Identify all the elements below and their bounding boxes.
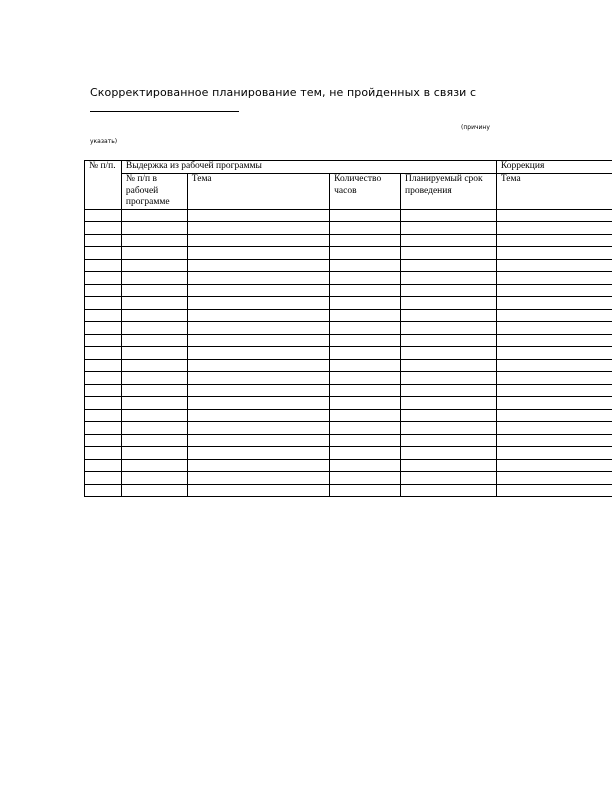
table-cell[interactable] — [401, 209, 497, 222]
table-row — [85, 284, 612, 297]
table-cell[interactable] — [121, 309, 187, 322]
table-cell[interactable] — [121, 334, 187, 347]
table-cell[interactable] — [121, 209, 187, 222]
table-row — [85, 247, 612, 260]
table-cell[interactable] — [85, 247, 122, 260]
table-cell[interactable] — [330, 459, 401, 472]
table-cell[interactable] — [187, 309, 329, 322]
table-cell[interactable] — [401, 222, 497, 235]
table-cell[interactable] — [401, 434, 497, 447]
table-cell[interactable] — [121, 222, 187, 235]
table-cell[interactable] — [496, 247, 612, 260]
table-cell[interactable] — [187, 484, 329, 497]
table-cell[interactable] — [330, 234, 401, 247]
table-cell[interactable] — [85, 234, 122, 247]
table-cell[interactable] — [187, 434, 329, 447]
table-cell[interactable] — [330, 309, 401, 322]
table-cell[interactable] — [121, 284, 187, 297]
table-cell[interactable] — [121, 359, 187, 372]
table-cell[interactable] — [85, 409, 122, 422]
table-cell[interactable] — [330, 322, 401, 335]
table-cell[interactable] — [330, 472, 401, 485]
table-cell[interactable] — [187, 459, 329, 472]
table-cell[interactable] — [85, 459, 122, 472]
table-cell[interactable] — [121, 447, 187, 460]
table-cell[interactable] — [330, 447, 401, 460]
header-correction: Коррекция — [496, 161, 612, 174]
table-cell[interactable] — [85, 309, 122, 322]
header-program-extract: Выдержка из рабочей программы — [121, 161, 496, 174]
table-cell[interactable] — [401, 422, 497, 435]
table-cell[interactable] — [85, 322, 122, 335]
table-row — [85, 409, 612, 422]
header-hours: Количество часов — [330, 174, 401, 210]
table-cell[interactable] — [496, 472, 612, 485]
table-cell[interactable] — [121, 459, 187, 472]
table-cell[interactable] — [85, 259, 122, 272]
table-cell[interactable] — [401, 334, 497, 347]
table-cell[interactable] — [187, 372, 329, 385]
table-row — [85, 234, 612, 247]
table-cell[interactable] — [187, 347, 329, 360]
table-cell[interactable] — [496, 409, 612, 422]
table-row — [85, 459, 612, 472]
table-row — [85, 384, 612, 397]
table-row — [85, 309, 612, 322]
table-cell[interactable] — [121, 484, 187, 497]
table-cell[interactable] — [401, 409, 497, 422]
reason-hint: (причину — [461, 124, 490, 131]
table-cell[interactable] — [85, 434, 122, 447]
table-cell[interactable] — [496, 372, 612, 385]
table-cell[interactable] — [401, 234, 497, 247]
table-cell[interactable] — [187, 322, 329, 335]
table-cell[interactable] — [401, 397, 497, 410]
table-cell[interactable] — [401, 297, 497, 310]
header-topic: Тема — [187, 174, 329, 210]
table-cell[interactable] — [496, 322, 612, 335]
table-cell[interactable] — [187, 422, 329, 435]
table-cell[interactable] — [496, 209, 612, 222]
table-row — [85, 297, 612, 310]
table-cell[interactable] — [401, 447, 497, 460]
table-cell[interactable] — [330, 434, 401, 447]
table-cell[interactable] — [85, 284, 122, 297]
table-cell[interactable] — [85, 272, 122, 285]
table-cell[interactable] — [121, 434, 187, 447]
table-cell[interactable] — [401, 272, 497, 285]
reason-blank-line — [90, 111, 239, 112]
table-row — [85, 347, 612, 360]
table-cell[interactable] — [330, 397, 401, 410]
table-cell[interactable] — [85, 447, 122, 460]
table-row — [85, 322, 612, 335]
table-cell[interactable] — [330, 297, 401, 310]
header-planned-date: Планируемый срок проведения — [401, 174, 497, 210]
table-cell[interactable] — [401, 384, 497, 397]
table-row — [85, 209, 612, 222]
table-cell[interactable] — [330, 272, 401, 285]
table-cell[interactable] — [330, 384, 401, 397]
table-cell[interactable] — [187, 384, 329, 397]
table-cell[interactable] — [187, 447, 329, 460]
table-cell[interactable] — [401, 359, 497, 372]
correction-plan-table — [84, 160, 612, 497]
table-cell[interactable] — [187, 272, 329, 285]
table-cell[interactable] — [85, 484, 122, 497]
table-cell[interactable] — [401, 372, 497, 385]
header-row-number: № п/п. — [85, 161, 122, 210]
table-cell[interactable] — [121, 247, 187, 260]
table-cell[interactable] — [401, 284, 497, 297]
table-cell[interactable] — [330, 209, 401, 222]
table-cell[interactable] — [187, 297, 329, 310]
table-cell[interactable] — [85, 297, 122, 310]
table-header-row — [85, 161, 612, 174]
table-row — [85, 447, 612, 460]
table-cell[interactable] — [330, 334, 401, 347]
table-cell[interactable] — [121, 234, 187, 247]
table-cell[interactable] — [187, 397, 329, 410]
table-row — [85, 334, 612, 347]
table-cell[interactable] — [401, 459, 497, 472]
table-cell[interactable] — [401, 484, 497, 497]
table-cell[interactable] — [85, 222, 122, 235]
table-cell[interactable] — [121, 472, 187, 485]
table-cell[interactable] — [85, 372, 122, 385]
table-cell[interactable] — [496, 459, 612, 472]
table-cell[interactable] — [496, 422, 612, 435]
table-cell[interactable] — [496, 234, 612, 247]
table-row — [85, 272, 612, 285]
table-subheader-row — [85, 174, 612, 210]
table-row — [85, 422, 612, 435]
table-cell[interactable] — [401, 247, 497, 260]
table-row — [85, 434, 612, 447]
table-cell[interactable] — [401, 309, 497, 322]
table-cell[interactable] — [401, 472, 497, 485]
table-cell[interactable] — [496, 222, 612, 235]
table-cell[interactable] — [401, 322, 497, 335]
table-cell[interactable] — [121, 297, 187, 310]
table-cell[interactable] — [187, 259, 329, 272]
table-cell[interactable] — [121, 422, 187, 435]
table-cell[interactable] — [121, 322, 187, 335]
table-cell[interactable] — [330, 259, 401, 272]
table-cell[interactable] — [496, 397, 612, 410]
table-row — [85, 472, 612, 485]
table-cell[interactable] — [330, 284, 401, 297]
table-cell[interactable] — [330, 422, 401, 435]
table-cell[interactable] — [121, 397, 187, 410]
table-row — [85, 259, 612, 272]
table-cell[interactable] — [496, 384, 612, 397]
specify-hint: указать) — [90, 138, 118, 145]
header-number-in-program: № п/п в рабочей программе — [121, 174, 187, 210]
table-cell[interactable] — [496, 334, 612, 347]
table-cell[interactable] — [85, 422, 122, 435]
table-cell[interactable] — [496, 284, 612, 297]
table-row — [85, 359, 612, 372]
table-cell[interactable] — [85, 334, 122, 347]
header-correction-topic: Тема — [496, 174, 612, 210]
table-cell[interactable] — [85, 359, 122, 372]
table-cell[interactable] — [121, 347, 187, 360]
table-cell[interactable] — [330, 484, 401, 497]
table-cell[interactable] — [330, 359, 401, 372]
table-cell[interactable] — [496, 309, 612, 322]
table-cell[interactable] — [187, 472, 329, 485]
table-cell[interactable] — [496, 297, 612, 310]
table-cell[interactable] — [330, 222, 401, 235]
table-cell[interactable] — [85, 472, 122, 485]
table-cell[interactable] — [496, 359, 612, 372]
table-cell[interactable] — [330, 247, 401, 260]
table-cell[interactable] — [121, 272, 187, 285]
table-cell[interactable] — [121, 384, 187, 397]
table-cell[interactable] — [330, 347, 401, 360]
table-cell[interactable] — [187, 222, 329, 235]
table-cell[interactable] — [187, 209, 329, 222]
table-cell[interactable] — [496, 259, 612, 272]
table-cell[interactable] — [401, 259, 497, 272]
document-heading: Скорректированное планирование тем, не пройденных в связи с — [90, 86, 477, 99]
table-cell[interactable] — [121, 259, 187, 272]
table-cell[interactable] — [496, 347, 612, 360]
table-cell[interactable] — [85, 397, 122, 410]
table-cell[interactable] — [85, 209, 122, 222]
table-cell[interactable] — [187, 334, 329, 347]
table-cell[interactable] — [187, 247, 329, 260]
table-row — [85, 222, 612, 235]
table-cell[interactable] — [496, 434, 612, 447]
table-row — [85, 397, 612, 410]
table-cell[interactable] — [401, 347, 497, 360]
table-cell[interactable] — [187, 284, 329, 297]
table-row — [85, 372, 612, 385]
table-cell[interactable] — [496, 272, 612, 285]
table-cell[interactable] — [496, 484, 612, 497]
table-cell[interactable] — [85, 384, 122, 397]
table-cell[interactable] — [187, 409, 329, 422]
table-cell[interactable] — [121, 409, 187, 422]
table-cell[interactable] — [330, 372, 401, 385]
table-cell[interactable] — [330, 409, 401, 422]
table-cell[interactable] — [85, 347, 122, 360]
table-cell[interactable] — [187, 234, 329, 247]
table-row — [85, 484, 612, 497]
table-cell[interactable] — [121, 372, 187, 385]
table-cell[interactable] — [187, 359, 329, 372]
table-cell[interactable] — [496, 447, 612, 460]
